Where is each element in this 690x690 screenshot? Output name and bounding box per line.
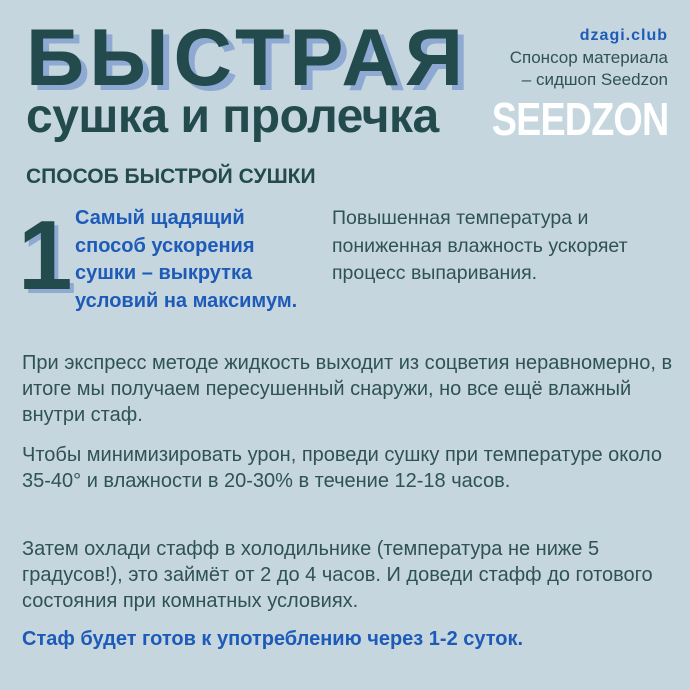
sponsor-line-2: – сидшоп Seedzon: [521, 70, 668, 89]
paragraph-2: Чтобы минимизировать урон, проведи сушку при температуре около 35-40° и влажности в 20-30% в течение 12-18 часов.: [22, 444, 662, 492]
paragraph-3: Затем охлади стафф в холодильнике (температура не ниже 5 градусов!), это займёт от 2 до 4 часов. И доведи стафф до готового состояния при комнатных условиях.: [22, 538, 653, 612]
sponsor-line-1: Спонсор материала: [509, 48, 668, 67]
final-note: Стаф будет готов к употреблению через 1-2 суток.: [22, 628, 524, 650]
step-number: 1: [18, 200, 73, 310]
section-heading: СПОСОБ БЫСТРОЙ СУШКИ: [26, 165, 316, 188]
paragraph-1: При экспресс методе жидкость выходит из соцветия неравномерно, в итоге мы получаем пересушенный снаружи, но все ещё влажный внутри стаф.: [22, 352, 673, 426]
side-text: Повышенная температура и пониженная влажность ускоряет процесс выпаривания.: [332, 207, 628, 284]
highlight-text: Самый щадящий способ ускорения сушки – выкрутка условий на максимум.: [75, 207, 298, 312]
site-link[interactable]: dzagi.club: [579, 27, 668, 44]
subtitle: сушка и пролечка: [26, 90, 439, 143]
seedzon-logo: SEEDZON: [491, 93, 668, 145]
main-title: БЫСТРАЯ: [26, 13, 469, 103]
